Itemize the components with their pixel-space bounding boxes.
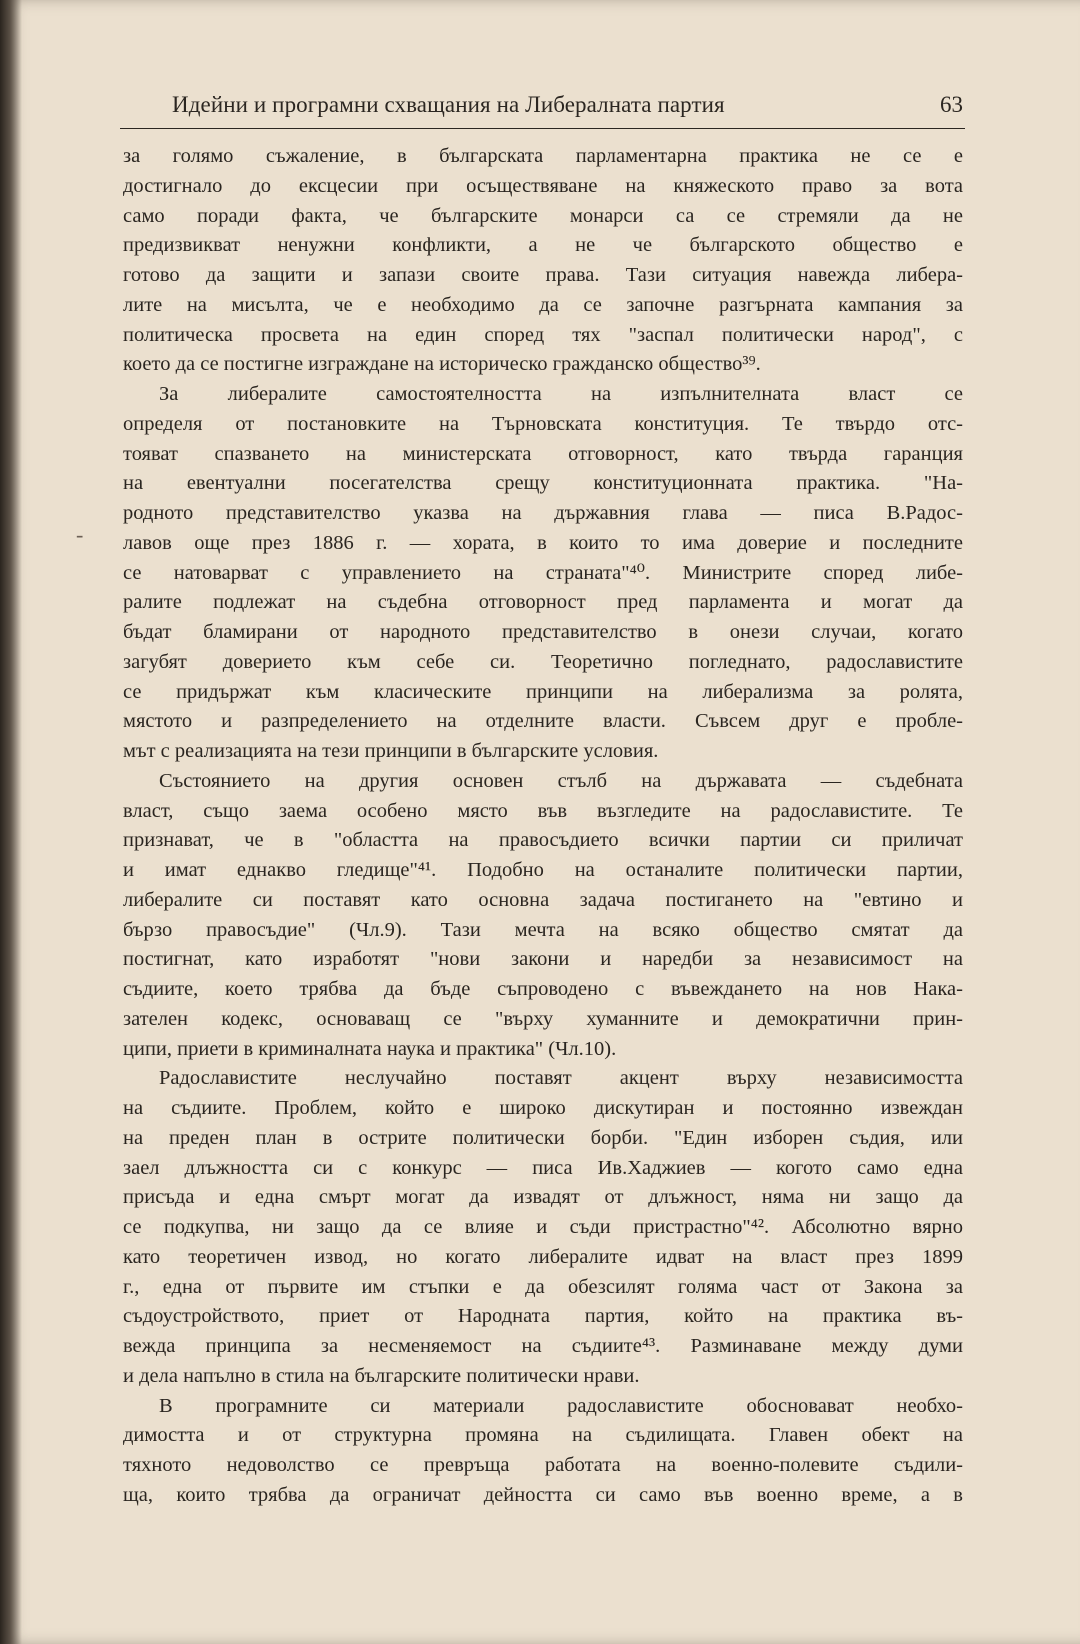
text-line: ралите подлежат на съдебна отговорност пред парламента и могат да <box>123 591 963 614</box>
text-line: Радославистите неслучайно поставят акцент върху независимостта <box>159 1067 963 1090</box>
text-line: предизвикват ненужни конфликти, а не че българското общество е <box>123 234 963 257</box>
running-header <box>120 92 965 129</box>
text-line: мът с реализацията на тези принципи в българските условия. <box>123 740 659 762</box>
text-line: на преден план в острите политически борби. "Един изборен съдия, или <box>123 1126 963 1149</box>
text-line: г., една от първите им стъпки е да обезсилят голяма част от Закона за <box>123 1275 963 1298</box>
text-line: вежда принципа за несменяемост на съдиите⁴³. Разминаване между думи <box>123 1335 963 1357</box>
text-line: съдиите, което трябва да бъде съпроводено с въвеждането на нов Нака- <box>123 978 963 1000</box>
text-line: В програмните си материали радославистите обосновават необхо- <box>159 1394 963 1417</box>
text-line: бързо правосъдие" (Чл.9). Тази мечта на всяко общество смятат да <box>123 918 963 941</box>
text-line: на евентуални посегателства срещу конституционната практика. "На- <box>123 472 963 495</box>
text-line: димостта и от структурна промяна на съдилищата. Главен обект на <box>123 1424 963 1447</box>
text-line: готово да защити и запази своите права. Тази ситуация навежда либера- <box>123 264 963 286</box>
text-line: ципи, приети в криминалната наука и практика" (Чл.10). <box>123 1037 617 1060</box>
text-line: само поради факта, че българските монарси са се стремяли да не <box>123 204 963 227</box>
text-line: мястото и разпределението на отделните власти. Съвсем друг е пробле- <box>123 710 963 733</box>
paragraph <box>123 767 963 1065</box>
text-line: зателен кодекс, основаващ се "върху хуманните и демократични прин- <box>123 1007 963 1030</box>
text-line: ща, които трябва да ограничат дейността си само във военно време, а в <box>123 1483 963 1506</box>
text-line: политическа просвета на един според тях "заспал политически народ", с <box>123 323 963 346</box>
text-line: За либералите самостоятелността на изпълнителната власт се <box>159 383 963 405</box>
text-line: което да се постигне изграждане на историческо гражданско общество³⁹. <box>123 353 761 376</box>
text-line: бъдат бламирани от народното представителство в онези случаи, когато <box>123 621 963 643</box>
text-line: власт, също заема особено място във възгледите на радославистите. Те <box>123 799 963 822</box>
margin-pencil-mark: - <box>76 522 84 547</box>
text-line: загубят доверието към себе си. Теоретично погледнато, радославистите <box>123 650 963 673</box>
text-line: лите на мисълта, че е необходимо да се започне разгърната кампания за <box>123 293 963 316</box>
text-line: съдоустройството, приет от Народната партия, който на практика въ- <box>123 1305 963 1328</box>
text-line: се придържат към класическите принципи на либерализма за ролята, <box>123 680 963 703</box>
paragraph <box>123 1064 963 1391</box>
text-line: определя от постановките на Търновската конституция. Те твърдо отс- <box>123 412 963 435</box>
text-line: се натоварват с управлението на страната"⁴⁰. Министрите според либе- <box>123 561 963 584</box>
text-line: и дела напълно в стила на българските политически нрави. <box>123 1364 640 1387</box>
running-title: Идейни и програмни схващания на Либералната партия <box>172 92 725 117</box>
text-line: тяхното недоволство се превръща работата на военно-полевите съдили- <box>123 1454 963 1476</box>
text-line: на съдиите. Проблем, който е широко дискутиран и постоянно извеждан <box>123 1097 963 1119</box>
text-line: либералите си поставят като основна задача постигането на "евтино и <box>123 888 963 911</box>
text-line: Състоянието на другия основен стълб на държавата — съдебната <box>159 769 963 792</box>
paragraph <box>123 142 963 380</box>
text-line: родното представителство указва на държавния глава — писа В.Радос- <box>123 502 963 524</box>
text-line: тояват спазването на министерската отговорност, като твърда гаранция <box>123 442 963 465</box>
text-line: за голямо съжаление, в българската парламентарна практика не се е <box>123 145 963 167</box>
page-number: 63 <box>940 92 963 117</box>
text-line: като теоретичен извод, но когато либералите идват на власт през 1899 <box>123 1245 963 1268</box>
text-line: достигнало до ексцесии при осъществяване на княжеското право за вота <box>123 174 963 197</box>
text-line: постигнат, като изработят "нови закони и наредби за независимост на <box>123 948 963 971</box>
paragraph <box>123 380 963 767</box>
text-line: се подкупва, ни защо да се влияе и съди пристрастно"⁴². Абсолютно вярно <box>123 1216 963 1238</box>
paragraph <box>123 1392 963 1511</box>
book-spine-shadow <box>0 0 22 1644</box>
text-line: лавов още през 1886 г. — хората, в които то има доверие и последните <box>123 531 963 554</box>
text-line: присъда и една смърт могат да извадят от длъжност, няма ни защо да <box>123 1186 963 1209</box>
text-line: и имат еднакво гледище"⁴¹. Подобно на останалите политически партии, <box>123 859 963 881</box>
text-line: заел длъжността си с конкурс — писа Ив.Хаджиев — когото само една <box>123 1156 963 1179</box>
text-line: признават, че в "областта на правосъдието всички партии си приличат <box>123 829 963 852</box>
body-text <box>123 142 963 1511</box>
